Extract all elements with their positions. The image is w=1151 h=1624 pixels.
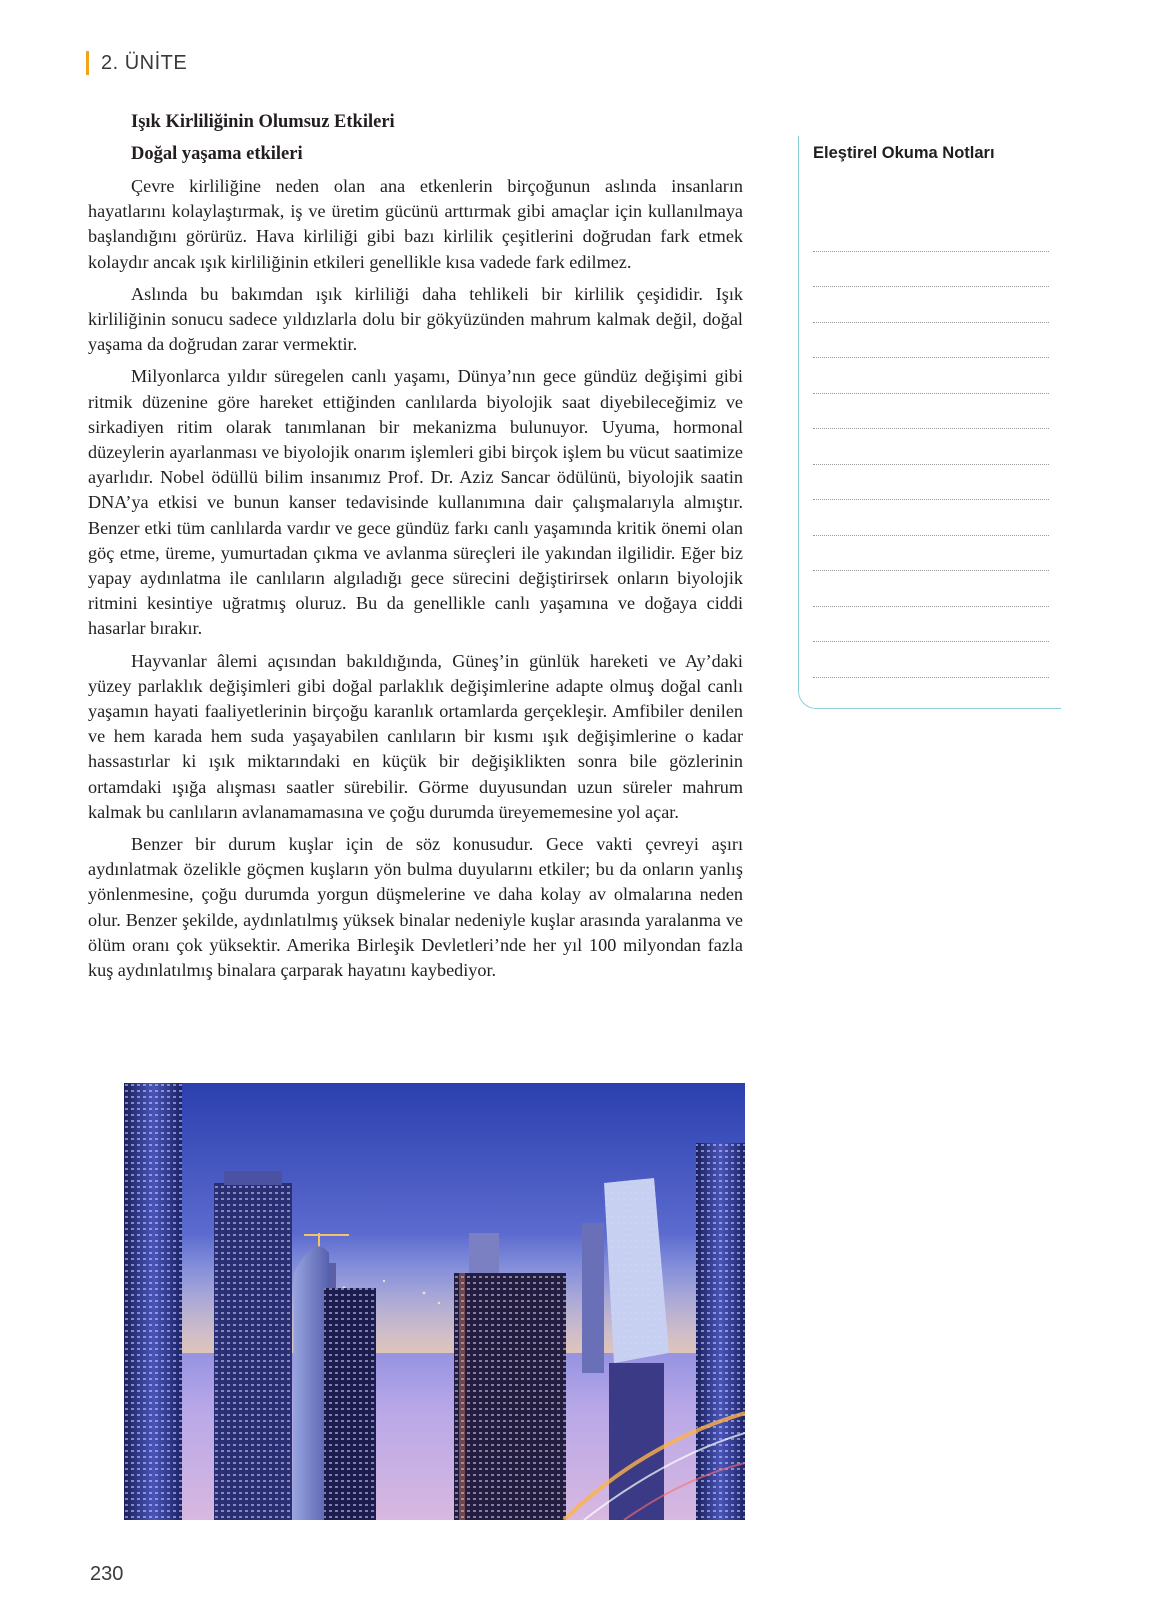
note-line[interactable]: [813, 465, 1049, 501]
city-night-photo: [124, 1083, 745, 1520]
section-subtitle: Doğal yaşama etkileri: [131, 144, 303, 164]
paragraph: Çevre kirliliğine neden olan ana etkenlerin birçoğunun aslında insanların hayatlarını kolaylaştırmak, iş ve üretim gücünü arttırmak gibi amaçlar için kullanılmaya başlandığını görürüz. Hava kirliliği gibi bazı kirlilik çeşitlerini doğrudan fark etmek kolaydır ancak ışık kirliliğinin etkileri genellikle kısa vadede fark edilmez.: [88, 176, 743, 272]
note-line[interactable]: [813, 323, 1049, 359]
unit-header: [86, 50, 187, 76]
main-text-column: [88, 110, 743, 990]
page-number: 230: [90, 1563, 124, 1585]
note-line[interactable]: [813, 536, 1049, 572]
paragraph: Hayvanlar âlemi açısından bakıldığında, Güneş’in günlük hareketi ve Ay’daki yüzey parlaklık değişimleri gibi doğal parlaklık değişimlerine adapte olmuş doğal canlı yaşamın hayati faaliyetlerinin birçoğu karanlık ortamlarda gerçekleşir. Amfibiler denilen ve hem karada hem suda yaşayabilen canlıların bir kısmı ışık değişimlerine o kadar hassastırlar ki ışık miktarındaki en küçük bir değişiklikten sonra bile gözlerinin ortamdaki ışığa alışması saatler sürebilir. Görme duyusundan uzun süreler mahrum kalmak bu canlıların avlanamamasına ve çoğu durumda üreyememesine yol açar.: [88, 650, 743, 822]
note-line[interactable]: [813, 642, 1049, 678]
note-line[interactable]: [813, 287, 1049, 323]
note-line[interactable]: [813, 216, 1049, 252]
notes-title: Eleştirel Okuma Notları: [813, 144, 995, 162]
critical-reading-notes-box: [798, 136, 1061, 709]
paragraph: Aslında bu bakımdan ışık kirliliği daha tehlikeli bir kirlilik çeşididir. Işık kirliliğinin sonucu sadece yıldızlarla dolu bir gökyüzünden mahrum kalmak değil, doğal yaşama da doğrudan zarar vermektir.: [88, 283, 743, 355]
note-line[interactable]: [813, 429, 1049, 465]
note-line[interactable]: [813, 607, 1049, 643]
paragraph: Milyonlarca yıldır süregelen canlı yaşamı, Dünya’nın gece gündüz değişimi gibi ritmik düzenine göre hareket ettiğinden canlılarda biyolojik saat diyebileceğimiz ve sirkadiyen ritim olarak tanımlanan bir mekanizma bulunuyor. Uyuma, hormonal düzeylerin ayarlanması ve biyolojik onarım işlemleri gibi birçok işlem bu vücut saatimize ayarlıdır. Nobel ödüllü bilim insanımız Prof. Dr. Aziz Sancar ödülünü, biyolojik saatin DNA’ya etkisi ve bunun kanser tedavisinde kullanımına dair çalışmalarıyla almıştır. Benzer etki tüm canlılarda vardır ve gece gündüz farkı canlı yaşamında kritik önemi olan göç etme, üreme, yumurtadan çıkma ve avlanma süreçleri ile yakından ilgilidir. Eğer biz yapay aydınlatma ile canlıların algıladığı gece sürecini değiştirirsek onların biyolojik ritmini kesintiye uğratmış oluruz. Bu da genellikle canlı yaşamına ve doğaya ciddi hasarlar bırakır.: [88, 366, 743, 639]
note-line[interactable]: [813, 394, 1049, 430]
note-line[interactable]: [813, 252, 1049, 288]
header-accent-bar: [86, 51, 89, 75]
note-line[interactable]: [813, 571, 1049, 607]
section-title: Işık Kirliliğinin Olumsuz Etkileri: [131, 112, 395, 132]
city-skyline-illustration: [124, 1083, 745, 1520]
notes-lines: [813, 216, 1049, 678]
note-line[interactable]: [813, 358, 1049, 394]
paragraph: Benzer bir durum kuşlar için de söz konusudur. Gece vakti çevreyi aşırı aydınlatmak özelikle göçmen kuşların yön bulma duyularını etkiler; bu da onların yanlış yönlenmesine, çoğu durumda yorgun düşmelerine ve daha kolay av olmalarına neden olur. Benzer şekilde, aydınlatılmış yüksek binalar nedeniyle kuşlar arasında yaralanma ve ölüm oranı çok yüksektir. Amerika Birleşik Devletleri’nde her yıl 100 milyondan fazla kuş aydınlatılmış binalara çarparak hayatını kaybediyor.: [88, 834, 743, 981]
unit-label: 2. ÜNİTE: [101, 51, 188, 74]
note-line[interactable]: [813, 500, 1049, 536]
